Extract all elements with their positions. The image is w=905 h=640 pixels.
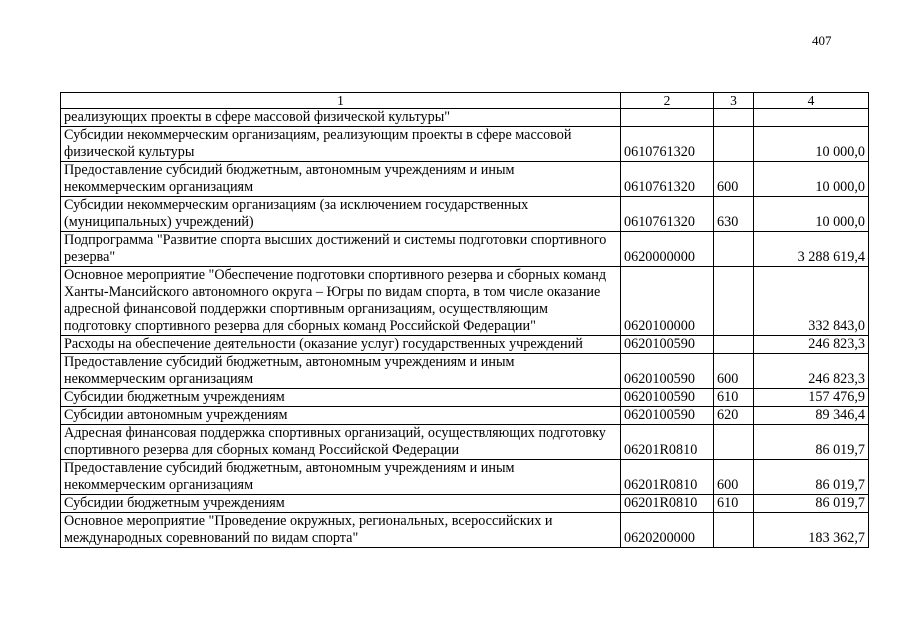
- table-row: [61, 513, 869, 548]
- cell-type: [714, 336, 754, 354]
- cell-type: 610: [714, 389, 754, 407]
- cell-name: Субсидии некоммерческим организациям, реализующим проекты в сфере массовой физической культуры: [61, 127, 621, 162]
- table-row: [61, 127, 869, 162]
- table-row: [61, 460, 869, 495]
- cell-name: Основное мероприятие "Проведение окружных, региональных, всероссийских и международных соревнований по видам спорта": [61, 513, 621, 548]
- table-row: [61, 407, 869, 425]
- cell-code: 0610761320: [621, 127, 714, 162]
- table-row: [61, 389, 869, 407]
- cell-amount: 10 000,0: [754, 127, 869, 162]
- cell-code: 0610761320: [621, 162, 714, 197]
- cell-code: 06201R0810: [621, 495, 714, 513]
- cell-amount: 157 476,9: [754, 389, 869, 407]
- header-col-2: 2: [621, 93, 714, 109]
- header-col-4: 4: [754, 93, 869, 109]
- table-row: [61, 109, 869, 127]
- cell-type: [714, 425, 754, 460]
- page-number: 407: [812, 33, 832, 48]
- cell-code: 0620100590: [621, 389, 714, 407]
- cell-type: 600: [714, 460, 754, 495]
- cell-code: 0620200000: [621, 513, 714, 548]
- table-row: [61, 162, 869, 197]
- cell-code: 06201R0810: [621, 460, 714, 495]
- cell-type: [714, 109, 754, 127]
- cell-type: 610: [714, 495, 754, 513]
- table-row: [61, 354, 869, 389]
- cell-code: 06201R0810: [621, 425, 714, 460]
- header-col-1: 1: [61, 93, 621, 109]
- header-col-3: 3: [714, 93, 754, 109]
- cell-amount: 246 823,3: [754, 354, 869, 389]
- table-row: [61, 197, 869, 232]
- cell-type: 600: [714, 354, 754, 389]
- cell-name: Субсидии автономным учреждениям: [61, 407, 621, 425]
- cell-amount: 89 346,4: [754, 407, 869, 425]
- cell-amount: 10 000,0: [754, 162, 869, 197]
- cell-type: 630: [714, 197, 754, 232]
- cell-amount: [754, 109, 869, 127]
- cell-name: Предоставление субсидий бюджетным, автономным учреждениям и иным некоммерческим организациям: [61, 354, 621, 389]
- table-row: [61, 495, 869, 513]
- cell-code: 0620000000: [621, 232, 714, 267]
- cell-name: Адресная финансовая поддержка спортивных организаций, осуществляющих подготовку спортивного резерва для сборных команд Российской Федерации: [61, 425, 621, 460]
- cell-type: [714, 513, 754, 548]
- cell-type: [714, 127, 754, 162]
- table-row: [61, 336, 869, 354]
- cell-amount: 10 000,0: [754, 197, 869, 232]
- cell-amount: 332 843,0: [754, 267, 869, 336]
- cell-name: Субсидии некоммерческим организациям (за исключением государственных (муниципальных) учреждений): [61, 197, 621, 232]
- cell-amount: 86 019,7: [754, 495, 869, 513]
- table-row: [61, 425, 869, 460]
- cell-amount: 3 288 619,4: [754, 232, 869, 267]
- cell-name: Субсидии бюджетным учреждениям: [61, 389, 621, 407]
- cell-code: [621, 109, 714, 127]
- cell-name: Основное мероприятие "Обеспечение подготовки спортивного резерва и сборных команд Ханты-Мансийского автономного округа – Югры по видам спорта, в том числе оказание адресной финансовой поддержки спортивным организациям, осуществляющим подготовку спортивного резерва для сборных команд Российской Федерации": [61, 267, 621, 336]
- cell-name: Предоставление субсидий бюджетным, автономным учреждениям и иным некоммерческим организациям: [61, 460, 621, 495]
- table-header-row: [61, 93, 869, 109]
- cell-name: Расходы на обеспечение деятельности (оказание услуг) государственных учреждений: [61, 336, 621, 354]
- cell-name: Предоставление субсидий бюджетным, автономным учреждениям и иным некоммерческим организациям: [61, 162, 621, 197]
- table-row: [61, 232, 869, 267]
- cell-amount: 183 362,7: [754, 513, 869, 548]
- cell-type: 620: [714, 407, 754, 425]
- cell-type: [714, 232, 754, 267]
- cell-amount: 86 019,7: [754, 425, 869, 460]
- budget-table: [60, 92, 869, 548]
- cell-name: Подпрограмма "Развитие спорта высших достижений и системы подготовки спортивного резерва": [61, 232, 621, 267]
- cell-code: 0620100590: [621, 354, 714, 389]
- cell-amount: 246 823,3: [754, 336, 869, 354]
- cell-amount: 86 019,7: [754, 460, 869, 495]
- cell-name: реализующих проекты в сфере массовой физической культуры": [61, 109, 621, 127]
- cell-type: [714, 267, 754, 336]
- cell-code: 0610761320: [621, 197, 714, 232]
- cell-type: 600: [714, 162, 754, 197]
- table-row: [61, 267, 869, 336]
- cell-code: 0620100590: [621, 336, 714, 354]
- cell-name: Субсидии бюджетным учреждениям: [61, 495, 621, 513]
- cell-code: 0620100000: [621, 267, 714, 336]
- cell-code: 0620100590: [621, 407, 714, 425]
